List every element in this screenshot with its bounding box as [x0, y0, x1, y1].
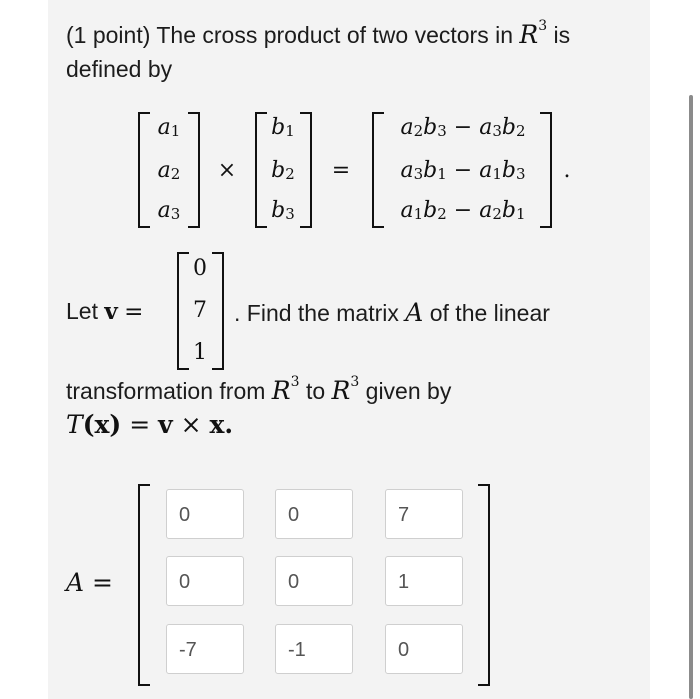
vec-b-2: $b_2$ [271, 158, 295, 183]
matrix-input-r1c1[interactable]: 0 [166, 489, 244, 539]
v-component-1: 0 [193, 256, 207, 281]
matrix-input-r3c2[interactable]: -1 [275, 624, 353, 674]
matrix-input-r2c1[interactable]: 0 [166, 556, 244, 606]
matrix-input-r1c2[interactable]: 0 [275, 489, 353, 539]
matrix-bracket-left [138, 484, 150, 686]
v-component-3: 1 [193, 340, 207, 365]
intro-text: (1 point) The cross product of two vectors in [66, 22, 513, 48]
problem-intro [66, 17, 571, 49]
matrix-input-r3c1[interactable]: -7 [166, 624, 244, 674]
vec-a-3: $a_3$ [157, 198, 181, 223]
let-label: Let v = [66, 298, 144, 325]
matrix-input-r3c3[interactable]: 0 [385, 624, 463, 674]
result-row-1: $a_2b_3 - a_3b_2$ [400, 115, 526, 140]
find-text: . Find the matrix A of the linear [234, 298, 550, 327]
bracket-left [138, 112, 150, 228]
scrollbar[interactable] [689, 95, 693, 699]
v-component-2: 7 [193, 298, 207, 323]
matrix-symbol: A [405, 298, 424, 327]
period: . [563, 158, 571, 183]
v-equals: = [124, 299, 144, 325]
bracket-right [540, 112, 552, 228]
v-symbol: v [104, 298, 118, 325]
vec-b-3: $b_3$ [271, 198, 295, 223]
equals-sign: = [331, 158, 351, 183]
matrix-bracket-right [478, 484, 490, 686]
matrix-input-r2c3[interactable]: 1 [385, 556, 463, 606]
answer-label: A = [66, 568, 113, 597]
vec-a-1: $a_1$ [157, 115, 181, 140]
transformation-text: transformation from $R^3$ to $R^3$ given by [66, 373, 452, 405]
vec-b-1: $b_1$ [271, 115, 295, 140]
codomain-symbol: $R^3$ [331, 373, 360, 405]
vec-a-2: $a_2$ [157, 158, 181, 183]
bracket-right [212, 252, 224, 370]
matrix-input-r2c2[interactable]: 0 [275, 556, 353, 606]
result-row-2: $a_3b_1 - a_1b_3$ [400, 158, 526, 183]
matrix-input-r1c3[interactable]: 7 [385, 489, 463, 539]
problem-line2: defined by [66, 56, 173, 82]
is-word: is [553, 22, 571, 48]
transformation-formula: T(x) = v × x. [66, 410, 234, 439]
bracket-right [188, 112, 200, 228]
space-symbol: $R^3$ [519, 17, 548, 49]
result-row-3: $a_1b_2 - a_2b_1$ [400, 198, 526, 223]
bracket-right [300, 112, 312, 228]
domain-symbol: $R^3$ [271, 373, 300, 405]
times-sign: × [217, 158, 237, 183]
